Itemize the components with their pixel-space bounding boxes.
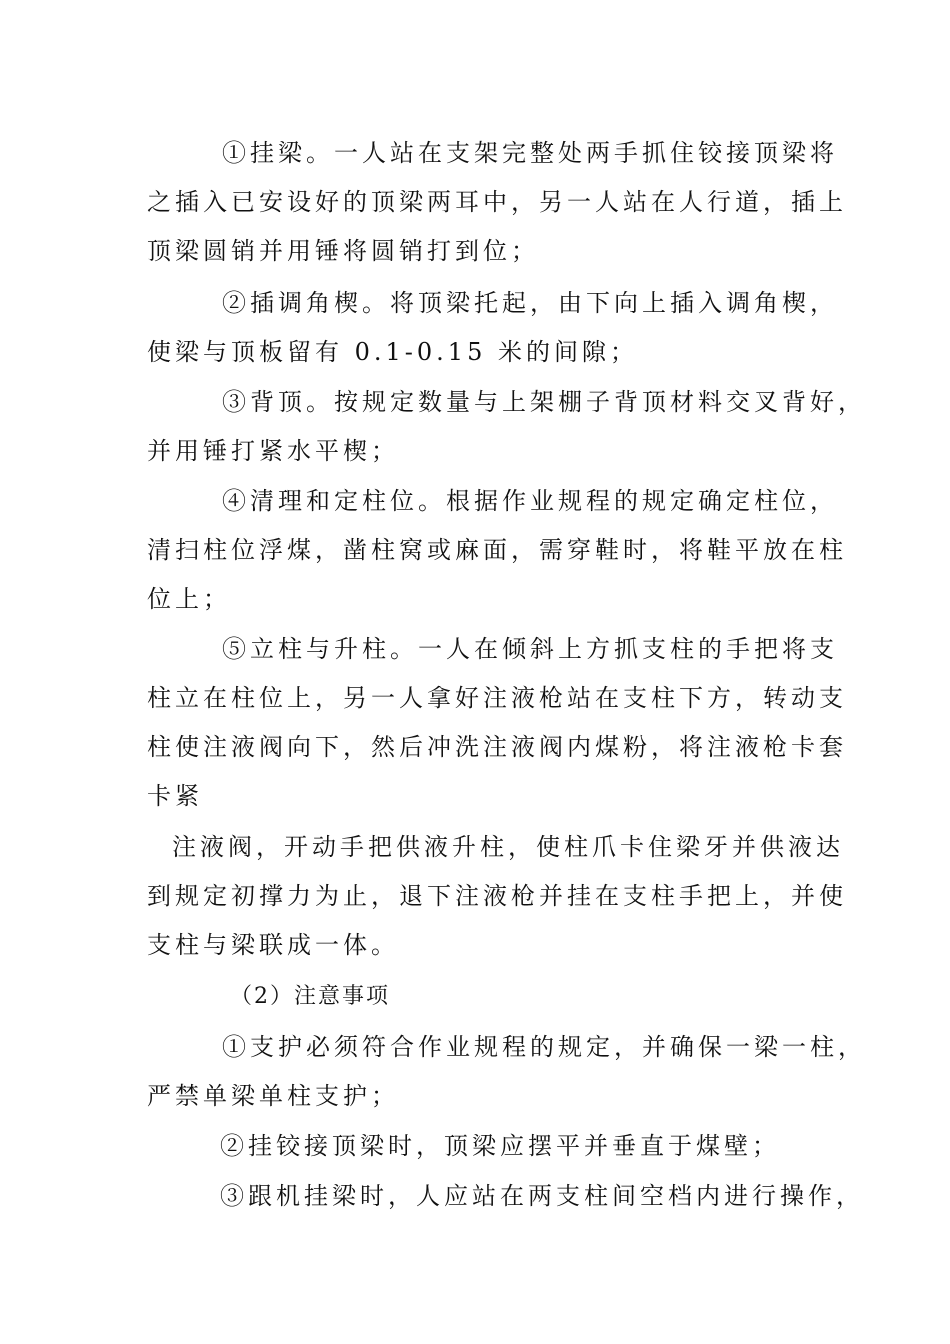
- text-line: 并用锤打紧水平楔；: [147, 437, 399, 465]
- text-line: ④清理和定柱位。根据作业规程的规定确定柱位，: [222, 487, 838, 515]
- text-line: ②挂铰接顶梁时，顶梁应摆平并垂直于煤壁；: [220, 1132, 780, 1160]
- text-line: ⑤立柱与升柱。一人在倾斜上方抓支柱的手把将支: [222, 635, 838, 663]
- text-line: 卡紧: [147, 782, 203, 810]
- text-line: ①挂梁。一人站在支架完整处两手抓住铰接顶梁将: [222, 139, 838, 167]
- text-line: 柱使注液阀向下，然后冲洗注液阀内煤粉，将注液枪卡套: [147, 733, 847, 761]
- text-line: 注液阀，开动手把供液升柱，使柱爪卡住梁牙并供液达: [172, 833, 844, 861]
- text-line: 支柱与梁联成一体。: [147, 931, 399, 959]
- text-line: 使梁与顶板留有 0.1-0.15 米的间隙；: [147, 338, 638, 366]
- text-line: ③背顶。按规定数量与上架棚子背顶材料交叉背好，: [222, 388, 866, 416]
- text-line: 顶梁圆销并用锤将圆销打到位；: [147, 237, 539, 265]
- text-line: 清扫柱位浮煤，凿柱窝或麻面，需穿鞋时，将鞋平放在柱: [147, 536, 847, 564]
- text-line: 柱立在柱位上，另一人拿好注液枪站在支柱下方，转动支: [147, 684, 847, 712]
- text-line: ②插调角楔。将顶梁托起，由下向上插入调角楔，: [222, 289, 838, 317]
- text-line: 之插入已安设好的顶梁两耳中，另一人站在人行道，插上: [147, 188, 847, 216]
- text-line: ③跟机挂梁时，人应站在两支柱间空档内进行操作，: [220, 1182, 864, 1210]
- section-heading: （2）注意事项: [230, 984, 390, 1009]
- text-line: 严禁单梁单柱支护；: [147, 1082, 399, 1110]
- text-line: 位上；: [147, 585, 231, 613]
- text-line: ①支护必须符合作业规程的规定，并确保一梁一柱，: [222, 1033, 866, 1061]
- text-line: 到规定初撑力为止，退下注液枪并挂在支柱手把上，并使: [147, 882, 847, 910]
